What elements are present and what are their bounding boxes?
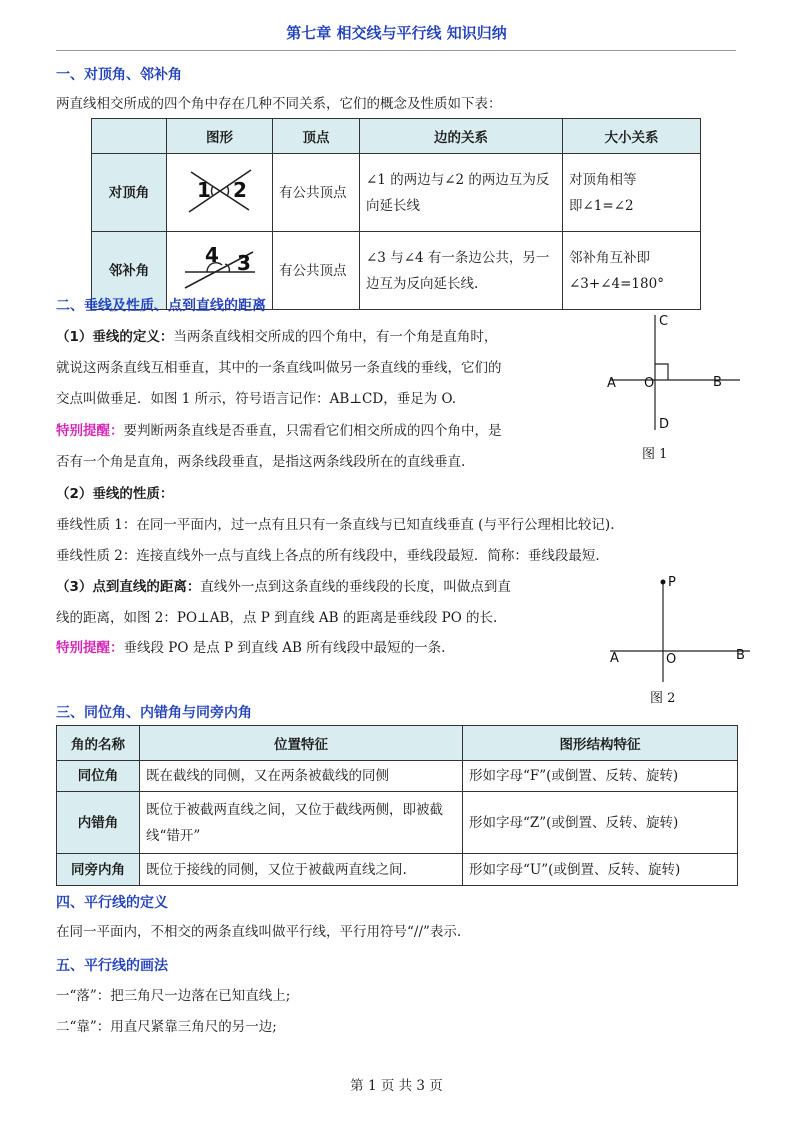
tip-text: 垂线段 PO 是点 P 到直线 AB 所有线段中最短的一条.	[123, 640, 446, 656]
section-4-heading: 四、平行线的定义	[56, 895, 168, 911]
shape-cell: 形如字母“U”(或倒置、反转、旋转)	[463, 854, 738, 886]
section-1-heading: 一、对顶角、邻补角	[56, 67, 182, 83]
table-row	[92, 154, 701, 232]
section-5-heading: 五、平行线的画法	[56, 958, 168, 974]
point-label-p: P	[668, 575, 676, 590]
distance-line	[56, 577, 511, 597]
tip-line	[56, 421, 502, 441]
drawing-step-2: 二“靠”：用直尺紧靠三角尺的另一边;	[56, 1019, 277, 1035]
vertex-cell: 有公共顶点	[273, 232, 360, 310]
table-header-cell: 角的名称	[57, 726, 140, 761]
point-label-d: D	[659, 417, 670, 432]
tip-label: 特别提醒：	[56, 423, 124, 439]
row-name: 同旁内角	[57, 854, 140, 886]
property-1: 垂线性质 1：在同一平面内，过一点有且只有一条直线与已知直线垂直 (与平行公理相比较记).	[56, 517, 615, 533]
definition-label: （1）垂线的定义：	[56, 329, 174, 345]
point-label-c: C	[659, 314, 669, 329]
page-title: 第七章 相交线与平行线 知识归纳	[286, 24, 507, 42]
tip-line: 否有一个角是直角，两条线段垂直，是指这两条线段所在的直线垂直.	[56, 454, 466, 470]
tip-line	[56, 638, 445, 658]
size-line: 对顶角相等	[569, 171, 637, 188]
distance-label: （3）点到直线的距离：	[56, 579, 201, 595]
position-cell: 既位于接线的同侧，又位于被截两直线之间.	[140, 854, 463, 886]
table-header-cell	[92, 119, 167, 154]
point-label-o: O	[644, 376, 655, 391]
row-name: 同位角	[57, 761, 140, 792]
row-name: 邻补角	[92, 232, 167, 310]
table-row	[57, 792, 738, 854]
distance-line: 线的距离，如图 2：PO⊥AB，点 P 到直线 AB 的距离是垂线段 PO 的长.	[56, 610, 498, 626]
drawing-step-1: 一“落”：把三角尺一边落在已知直线上;	[56, 988, 291, 1004]
header-divider	[56, 50, 736, 51]
vertical-angles-figure	[167, 154, 273, 232]
perpendicular-definition-line	[56, 327, 497, 347]
point-label-b: B	[736, 648, 745, 663]
angle-relations-table	[91, 118, 701, 310]
shape-cell: 形如字母“F”(或倒置、反转、旋转)	[463, 761, 738, 792]
table-header-cell: 大小关系	[563, 119, 701, 154]
shape-cell: 形如字母“Z”(或倒置、反转、旋转)	[463, 792, 738, 854]
row-name: 对顶角	[92, 154, 167, 232]
row-name: 内错角	[57, 792, 140, 854]
point-label-a: A	[610, 651, 619, 666]
point-label-o: O	[666, 652, 677, 667]
size-cell	[563, 232, 701, 310]
size-line: 邻补角互补即	[569, 249, 650, 266]
distance-text: 直线外一点到这条直线的垂线段的长度，叫做点到直	[200, 579, 511, 595]
figure-caption: 图 2	[650, 691, 676, 706]
section-3-heading: 三、同位角、内错角与同旁内角	[56, 705, 252, 721]
position-cell: 既在截线的同侧，又在两条被截线的同侧	[140, 761, 463, 792]
perpendicular-definition-line: 就说这两条直线互相垂直，其中的一条直线叫做另一条直线的垂线，它们的	[56, 360, 502, 376]
sides-cell: ∠1 的两边与∠2 的两边互为反向延长线	[360, 154, 563, 232]
table-row	[57, 761, 738, 792]
table-header-cell: 图形	[167, 119, 273, 154]
section-1-intro: 两直线相交所成的四个角中存在几种不同关系，它们的概念及性质如下表：	[56, 96, 502, 112]
angle-label: 1	[197, 178, 211, 202]
size-line: 即∠1=∠2	[569, 197, 634, 214]
perpendicular-definition-line: 交点叫做垂足．如图 1 所示，符号语言记作：AB⊥CD，垂足为 O.	[56, 391, 457, 407]
parallel-definition: 在同一平面内，不相交的两条直线叫做平行线，平行用符号“//”表示.	[56, 924, 462, 940]
angle-types-table	[56, 725, 738, 886]
table-header-cell: 图形结构特征	[463, 726, 738, 761]
tip-label: 特别提醒：	[56, 640, 124, 656]
definition-text: 当两条直线相交所成的四个角中，有一个角是直角时，	[173, 329, 498, 345]
table-header-cell: 位置特征	[140, 726, 463, 761]
table-header-row	[92, 119, 701, 154]
figure-caption: 图 1	[642, 447, 668, 462]
figure-2	[605, 570, 755, 710]
property-label: （2）垂线的性质：	[56, 486, 174, 502]
angle-label: 3	[237, 251, 251, 275]
table-header-row	[57, 726, 738, 761]
sides-cell: ∠3 与∠4 有一条边公共，另一边互为反向延长线.	[360, 232, 563, 310]
table-header-cell: 顶点	[273, 119, 360, 154]
section-2-heading: 二、垂线及性质、点到直线的距离	[56, 298, 266, 314]
position-cell: 既位于被截两直线之间，又位于截线两侧，即被截线“错开”	[140, 792, 463, 854]
point-label-a: A	[607, 376, 616, 391]
size-cell	[563, 154, 701, 232]
figure-1	[600, 310, 750, 470]
angle-label: 2	[233, 178, 247, 202]
point-label-b: B	[713, 375, 722, 390]
tip-text: 要判断两条直线是否垂直，只需看它们相交所成的四个角中，是	[123, 423, 502, 439]
angle-label: 4	[205, 243, 219, 267]
table-header-cell: 边的关系	[360, 119, 563, 154]
property-2: 垂线性质 2：连接直线外一点与直线上各点的所有线段中，垂线段最短．简称：垂线段最短.	[56, 548, 600, 564]
page-footer: 第 1 页 共 3 页	[350, 1078, 443, 1094]
size-line: ∠3+∠4=180°	[569, 275, 664, 292]
table-row	[57, 854, 738, 886]
vertex-cell: 有公共顶点	[273, 154, 360, 232]
